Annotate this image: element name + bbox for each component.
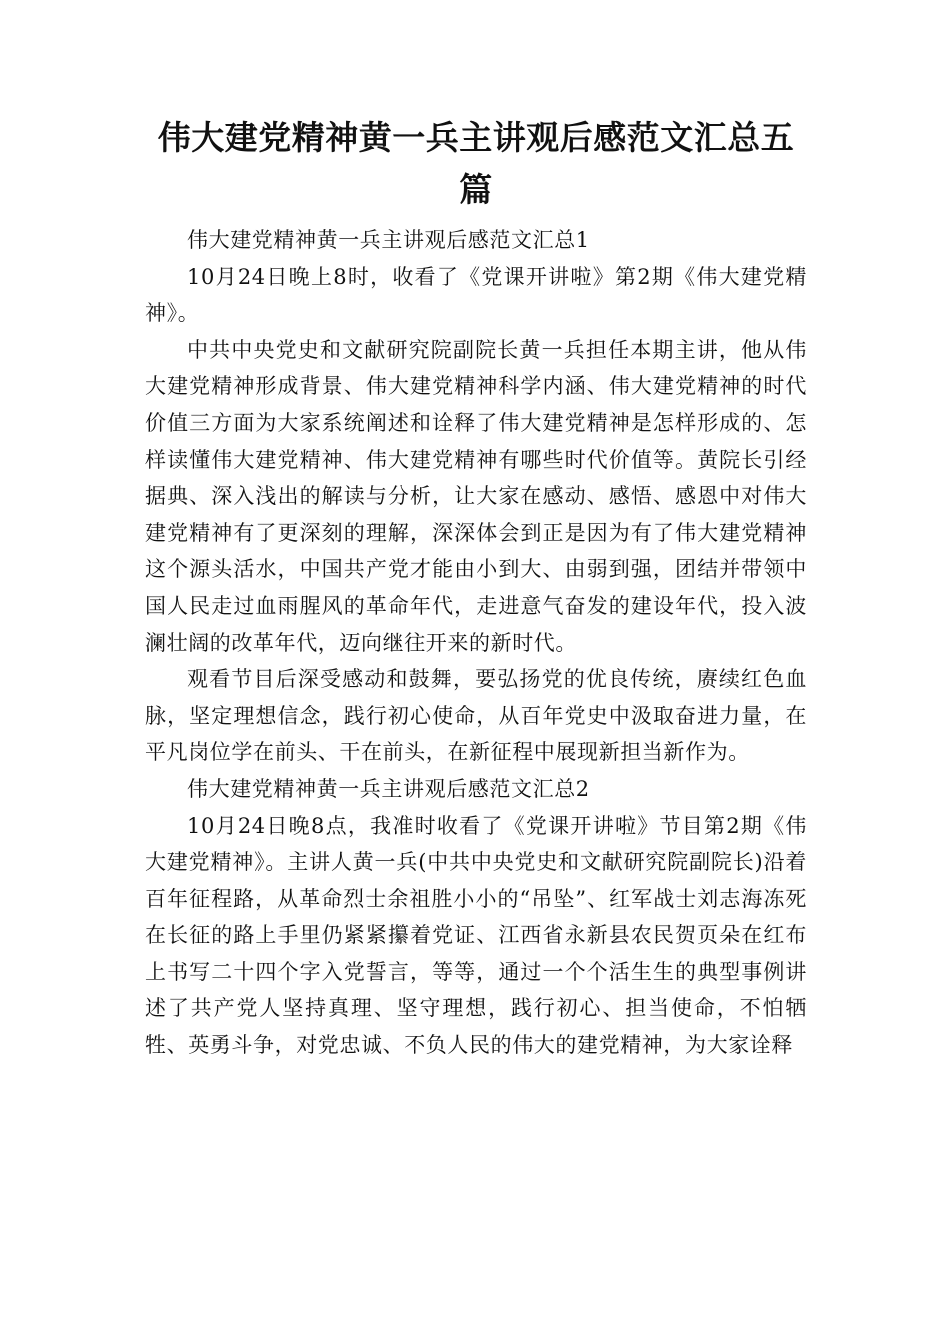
- document-page: [145, 112, 807, 1064]
- document-title: 伟大建党精神黄一兵主讲观后感范文汇总五篇: [157, 118, 795, 209]
- paragraph: 10月24日晚8点，我准时收看了《党课开讲啦》节目第2期《伟大建党精神》。主讲人黄一兵(中共中央党史和文献研究院副院长)沿着百年征程路，从革命烈士余祖胜小小的“吊坠”、红军战士刘志海冻死在长征的路上手里仍紧紧攥着党证、江西省永新县农民贺页朵在红布上书写二十四个字入党誓言，等等，通过一个个活生生的典型事例讲述了共产党人坚持真理、坚守理想，践行初心、担当使命，不怕牺牲、英勇斗争，对党忠诚、不负人民的伟大的建党精神，为大家诠释: [145, 813, 807, 1058]
- section-heading: 伟大建党精神黄一兵主讲观后感范文汇总2: [187, 776, 590, 801]
- paragraph: 观看节目后深受感动和鼓舞，要弘扬党的优良传统，赓续红色血脉，坚定理想信念，践行初心使命，从百年党史中汲取奋进力量，在平凡岗位学在前头、干在前头，在新征程中展现新担当新作为。: [145, 667, 807, 765]
- section-heading: 伟大建党精神黄一兵主讲观后感范文汇总1: [187, 228, 590, 252]
- section-1: [145, 222, 807, 771]
- section-2: [145, 771, 807, 1064]
- paragraph: 中共中央党史和文献研究院副院长黄一兵担任本期主讲，他从伟大建党精神形成背景、伟大建党精神科学内涵、伟大建党精神的时代价值三方面为大家系统阐述和诠释了伟大建党精神是怎样形成的、怎样读懂伟大建党精神、伟大建党精神有哪些时代价值等。黄院长引经据典、深入浅出的解读与分析，让大家在感动、感悟、感恩中对伟大建党精神有了更深刻的理解，深深体会到正是因为有了伟大建党精神这个源头活水，中国共产党才能由小到大、由弱到强，团结并带领中国人民走过血雨腥风的革命年代，走进意气奋发的建设年代，投入波澜壮阔的改革年代，迈向继往开来的新时代。: [145, 337, 807, 655]
- paragraph: 10月24日晚上8时，收看了《党课开讲啦》第2期《伟大建党精神》。: [145, 264, 807, 326]
